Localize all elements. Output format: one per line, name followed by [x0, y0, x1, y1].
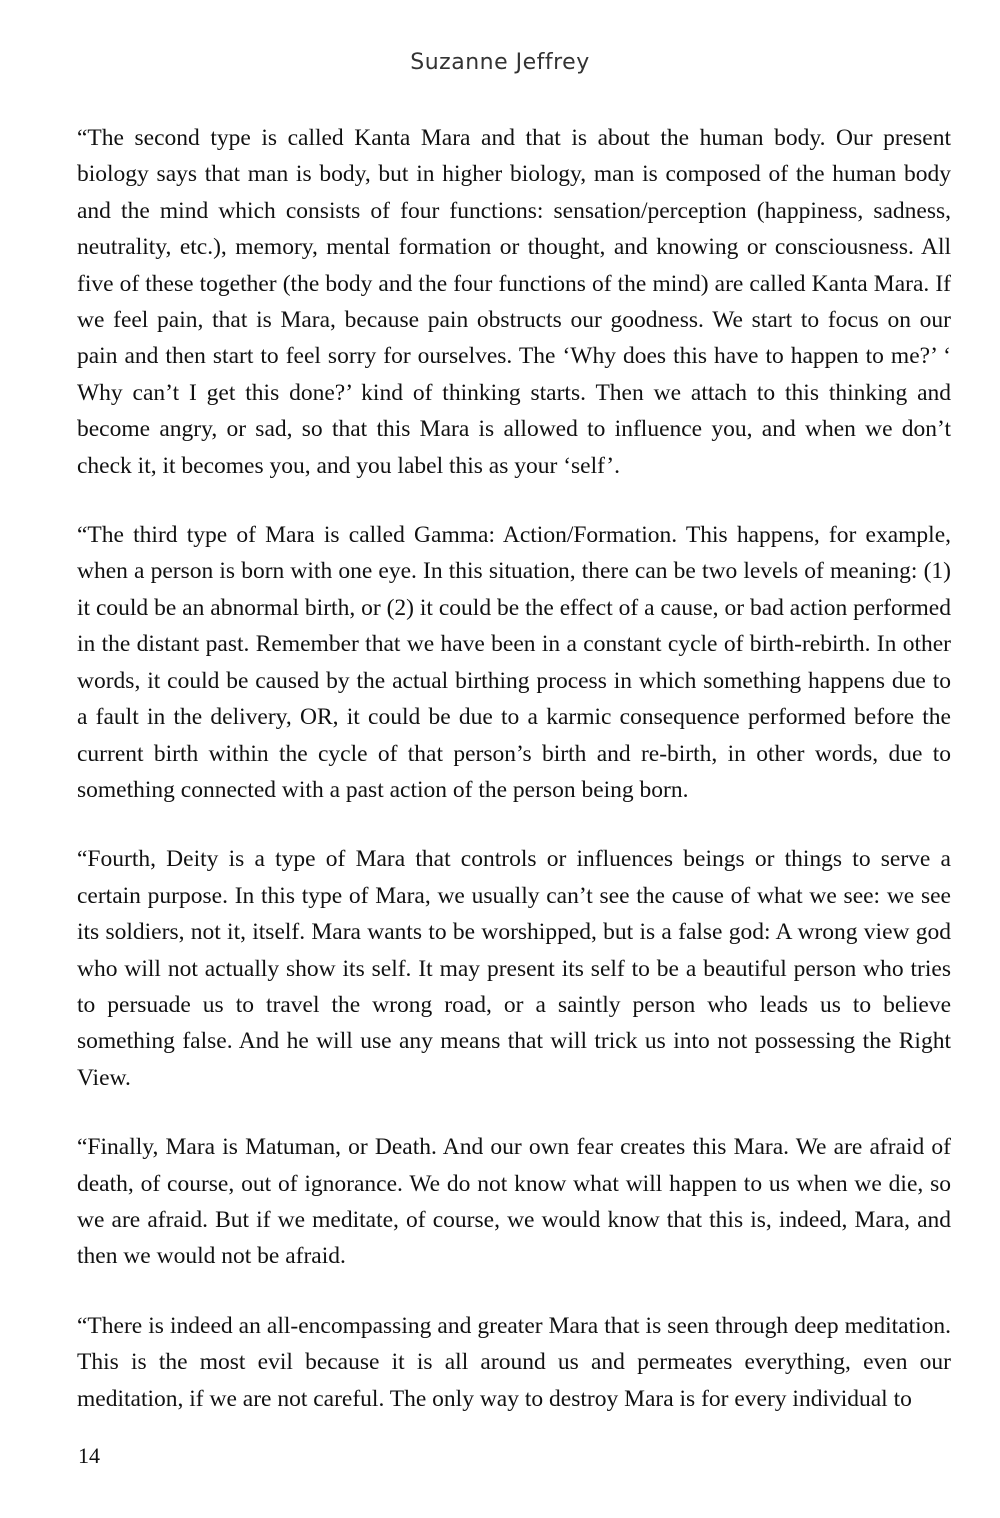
paragraph-greater-mara: “There is indeed an all-encompassing and greater Mara that is seen through deep meditation. This is the most evil because it is all around us and permeates everything, even our meditation, if we are not careful. The only way to destroy Mara is for every individual to [77, 1312, 951, 1412]
paragraph-deity-mara: “Fourth, Deity is a type of Mara that controls or influences beings or things to serve a certain purpose. In this type of Mara, we usually can’t see the cause of what we see: we see its soldiers, not it, itself. Mara wants to be worshipped, but is a false god: A wrong view god who will not actually show its self. It may present its self to be a beautiful person who tries to persuade us to travel the wrong road, or a saintly person who leads us to believe something false. And he will use any means that will trick us into not possessing the Right View. [77, 846, 951, 1091]
paragraph-gamma-mara: “The third type of Mara is called Gamma: Action/Formation. This happens, for example, when a person is born with one eye. In this situation, there can be two levels of meaning: (1) it could be an abnormal birth, or (2) it could be the effect of a cause, or bad action performed in the distant past. Remember that we have been in a constant cycle of birth-rebirth. In other words, it could be caused by the actual birthing process in which something happens due to a fault in the delivery, OR, it could be due to a karmic consequence performed before the current birth within the cycle of that person’s birth and re-birth, in other words, due to something connected with a past action of the person being born. [77, 522, 951, 803]
paragraph-kanta-mara: “The second type is called Kanta Mara and that is about the human body. Our present biology says that man is body, but in higher biology, man is composed of the human body and the mind which consists of four functions: sensation/perception (happiness, sadness, neutrality, etc.), memory, mental formation or thought, and knowing or consciousness. All five of these together (the body and the four functions of the mind) are called Kanta Mara. If we feel pain, that is Mara, because pain obstructs our goodness. We start to focus on our pain and then start to feel sorry for ourselves. The ‘Why does this have to happen to me?’ ‘ Why can’t I get this done?’ kind of thinking starts. Then we attach to this thinking and become angry, or sad, so that this Mara is allowed to influence you, and when we don’t check it, it becomes you, and you label this as your ‘self’. [77, 125, 951, 479]
page-number: 14 [78, 1443, 100, 1468]
body-text [77, 120, 951, 1450]
paragraph-death-mara: “Finally, Mara is Matuman, or Death. And our own fear creates this Mara. We are afraid of death, of course, out of ignorance. We do not know what will happen to us when we die, so we are afraid. But if we meditate, of course, we would know that this is, indeed, Mara, and then we would not be afraid. [77, 1134, 951, 1270]
running-header: Suzanne Jeffrey [410, 50, 590, 75]
